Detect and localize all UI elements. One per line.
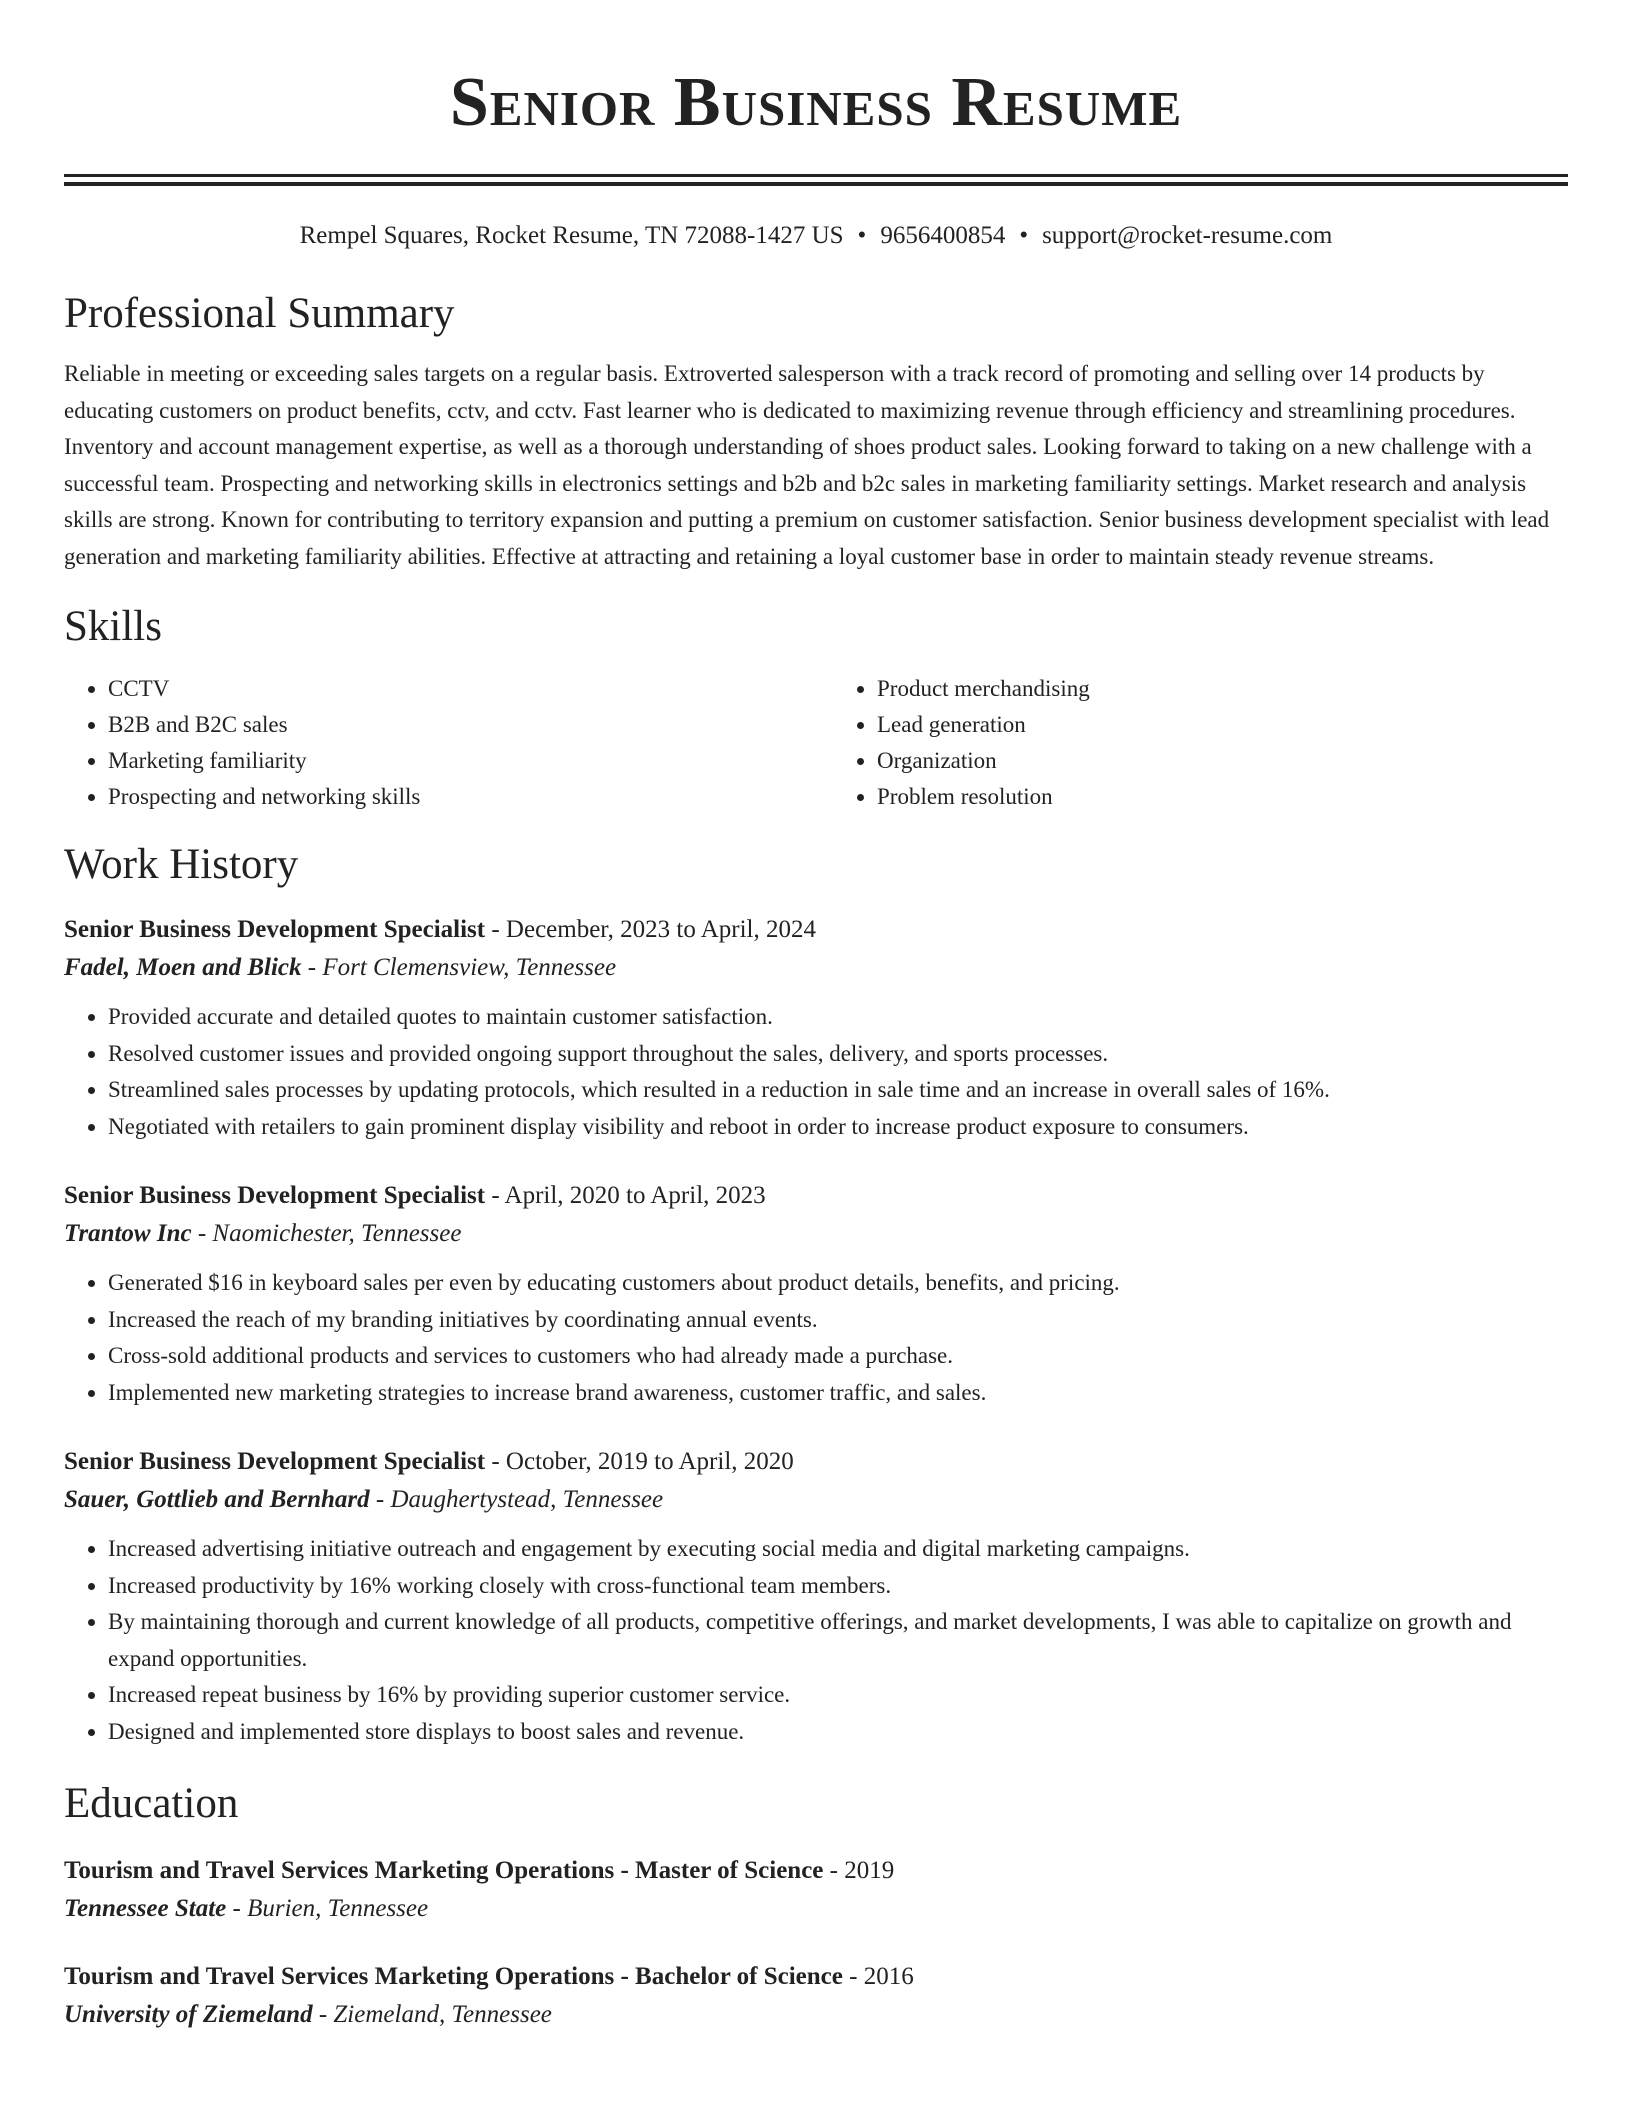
company-name: Sauer, Gottlieb and Bernhard (64, 1486, 370, 1513)
job-title-line (64, 911, 1568, 949)
job-dates: - December, 2023 to April, 2024 (485, 916, 816, 943)
job-bullets (64, 1265, 1568, 1411)
job-dates: - April, 2020 to April, 2023 (485, 1182, 766, 1209)
skill-item: • Prospecting and networking skills (108, 779, 799, 815)
skills-column-left (64, 671, 799, 815)
job-title-line (64, 1443, 1568, 1481)
contact-separator: • (1019, 222, 1029, 249)
skill-item: • CCTV (108, 671, 799, 707)
skills-column-right (799, 671, 1568, 815)
job-bullets (64, 999, 1568, 1145)
school-name: Tennessee State (64, 1895, 227, 1922)
skill-item: • Marketing familiarity (108, 743, 799, 779)
job-bullet: • Designed and implemented store displays to boost sales and revenue. (108, 1714, 1568, 1751)
summary-heading: Professional Summary (64, 290, 455, 337)
job-bullet: • Generated $16 in keyboard sales per even by educating customers about product details, benefits, and pricing. (108, 1265, 1568, 1302)
education-entry (64, 1852, 1568, 1928)
job-bullet: • By maintaining thorough and current knowledge of all products, competitive offerings, and market developments, I was able to capitalize on growth and expand opportunities. (108, 1604, 1568, 1677)
degree-line (64, 1852, 1568, 1890)
degree-line (64, 1958, 1568, 1996)
job-bullet: • Increased productivity by 16% working closely with cross-functional team members. (108, 1568, 1568, 1605)
job-title: Senior Business Development Specialist (64, 916, 486, 943)
graduation-year: - 2016 (842, 1963, 914, 1990)
job-bullet: • Increased the reach of my branding initiatives by coordinating annual events. (108, 1302, 1568, 1339)
company-name: Trantow Inc (64, 1220, 192, 1247)
skills-list (64, 671, 1568, 815)
skills-heading: Skills (64, 603, 162, 650)
job-title: Senior Business Development Specialist (64, 1448, 486, 1475)
skill-item: • Organization (877, 743, 1568, 779)
school-location: - Burien, Tennessee (226, 1895, 429, 1922)
company-location: - Fort Clemensview, Tennessee (301, 954, 617, 981)
company-location: - Daughertystead, Tennessee (369, 1486, 664, 1513)
job-entry (64, 911, 1568, 1145)
degree: Tourism and Travel Services Marketing Operations - Bachelor of Science (64, 1963, 843, 1990)
job-bullets (64, 1531, 1568, 1750)
school-location: - Ziemeland, Tennessee (312, 2001, 552, 2028)
job-entry (64, 1177, 1568, 1411)
company-line (64, 949, 1568, 987)
contact-separator: • (857, 222, 867, 249)
job-bullet: • Provided accurate and detailed quotes to maintain customer satisfaction. (108, 999, 1568, 1036)
education-entry (64, 1958, 1568, 2034)
degree: Tourism and Travel Services Marketing Operations - Master of Science (64, 1857, 824, 1884)
job-entry (64, 1443, 1568, 1750)
company-location: - Naomichester, Tennessee (191, 1220, 462, 1247)
job-bullet: • Streamlined sales processes by updating protocols, which resulted in a reduction in sale time and an increase in overall sales of 16%. (108, 1072, 1568, 1109)
job-bullet: • Resolved customer issues and provided ongoing support throughout the sales, delivery, and sports processes. (108, 1036, 1568, 1073)
contact-line (64, 220, 1568, 252)
skill-item: • Lead generation (877, 707, 1568, 743)
summary-text: Reliable in meeting or exceeding sales targets on a regular basis. Extroverted salesperson with a track record of promoting and selling over 14 products by educating customers on product benefits, cctv, and cctv. Fast learner who is dedicated to maximizing revenue through efficiency and streamlining procedures. Inventory and account management expertise, as well as a thorough understanding of shoes product sales. Looking forward to taking on a new challenge with a successful team. Prospecting and networking skills in electronics settings and b2b and b2c sales in marketing familiarity settings. Market research and analysis skills are strong. Known for contributing to territory expansion and putting a premium on customer satisfaction. Senior business development specialist with lead generation and marketing familiarity abilities. Effective at attracting and retaining a loyal customer base in order to maintain steady revenue streams. (64, 361, 1550, 569)
job-bullet: • Implemented new marketing strategies to increase brand awareness, customer traffic, and sales. (108, 1375, 1568, 1412)
job-dates: - October, 2019 to April, 2020 (485, 1448, 794, 1475)
job-bullet: • Cross-sold additional products and services to customers who had already made a purchase. (108, 1338, 1568, 1375)
contact-email: support@rocket-resume.com (1042, 222, 1333, 249)
school-line (64, 1996, 1568, 2034)
job-title: Senior Business Development Specialist (64, 1182, 486, 1209)
work-history-heading: Work History (64, 841, 299, 888)
contact-address: Rempel Squares, Rocket Resume, TN 72088-1427 US (299, 222, 844, 249)
skill-item: • Product merchandising (877, 671, 1568, 707)
graduation-year: - 2019 (823, 1857, 895, 1884)
title-divider (64, 174, 1568, 186)
job-bullet: • Increased advertising initiative outreach and engagement by executing social media and digital marketing campaigns. (108, 1531, 1568, 1568)
company-name: Fadel, Moen and Blick (64, 954, 302, 981)
contact-phone: 9656400854 (880, 222, 1006, 249)
company-line (64, 1215, 1568, 1253)
education-heading: Education (64, 1780, 239, 1827)
resume-title: Senior Business Resume (449, 64, 1183, 141)
school-line (64, 1890, 1568, 1928)
company-line (64, 1481, 1568, 1519)
job-bullet: • Negotiated with retailers to gain prominent display visibility and reboot in order to increase product exposure to consumers. (108, 1109, 1568, 1146)
skill-item: • Problem resolution (877, 779, 1568, 815)
school-name: University of Ziemeland (64, 2001, 313, 2028)
skill-item: • B2B and B2C sales (108, 707, 799, 743)
job-bullet: • Increased repeat business by 16% by providing superior customer service. (108, 1677, 1568, 1714)
job-title-line (64, 1177, 1568, 1215)
